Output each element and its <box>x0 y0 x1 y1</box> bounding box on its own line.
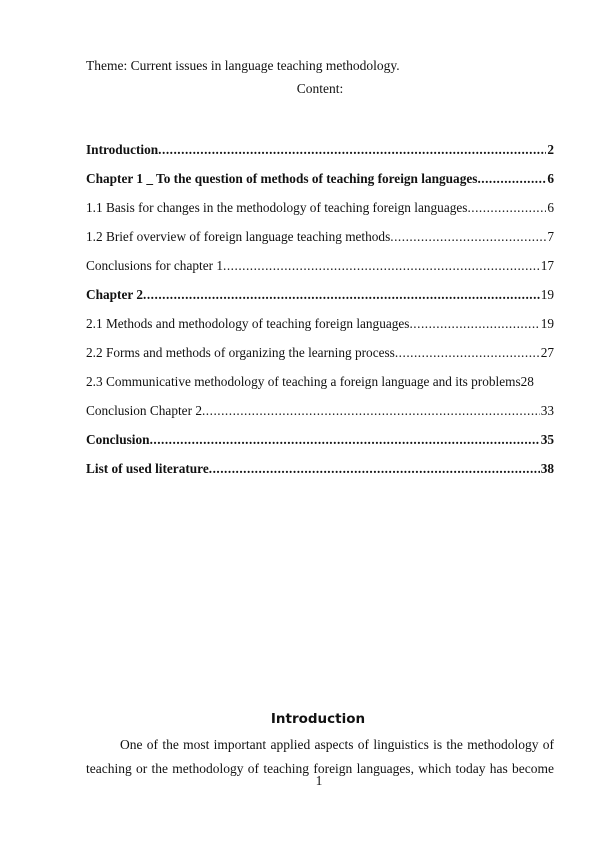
toc-entry-page: 27 <box>540 345 554 360</box>
toc-entry-title: Conclusion <box>86 432 150 447</box>
toc-entry-page: 2 <box>547 142 554 157</box>
toc-entry-title: Chapter 2 <box>86 287 144 302</box>
toc-entry-page: 17 <box>540 258 554 273</box>
toc-entry[interactable] <box>86 141 554 170</box>
toc-entry-page: 38 <box>540 461 554 476</box>
toc-entry[interactable] <box>86 257 554 286</box>
toc-entry-title: 2.3 Communicative methodology of teaching a foreign language and its problems <box>86 374 521 389</box>
toc-entry-page: 19 <box>540 287 554 302</box>
toc-dot-leader <box>202 402 540 420</box>
toc-entry-title: List of used literature <box>86 461 209 476</box>
toc-entry[interactable] <box>86 170 554 199</box>
toc-entry[interactable] <box>86 344 554 373</box>
paragraph-line: teaching or the methodology of teaching foreign languages, which today has become <box>86 761 554 776</box>
toc-dot-leader <box>143 286 540 304</box>
toc-dot-leader <box>409 315 539 333</box>
toc-entry[interactable] <box>86 228 554 257</box>
toc-dot-leader <box>467 199 546 217</box>
toc-entry-title: Conclusion Chapter 2 <box>86 403 202 418</box>
toc-entry-page: 6 <box>547 171 554 186</box>
toc-dot-leader <box>395 344 540 362</box>
toc-entry-title: Conclusions for chapter 1 <box>86 258 224 273</box>
toc-entry-title: 2.2 Forms and methods of organizing the learning process <box>86 345 395 360</box>
introduction-heading: Introduction <box>270 711 366 727</box>
toc-entry-title: Introduction <box>86 142 159 157</box>
toc-entry-page: 35 <box>540 432 554 447</box>
toc-dot-leader <box>158 141 546 159</box>
toc-dot-leader <box>390 228 546 246</box>
toc-entry[interactable] <box>86 431 554 460</box>
paragraph-line: One of the most important applied aspects of linguistics is the methodology of <box>120 737 554 752</box>
toc-dot-leader <box>223 257 540 275</box>
toc-dot-leader <box>209 460 540 478</box>
toc-dot-leader <box>477 170 546 188</box>
toc-entry-page: 7 <box>547 229 554 244</box>
toc-entry-title: 1.2 Brief overview of foreign language teaching methods <box>86 229 391 244</box>
contents-heading: Content: <box>296 81 344 96</box>
toc-entry-page: 19 <box>540 316 554 331</box>
toc-entry[interactable] <box>86 460 554 489</box>
toc-entry-page: 28 <box>520 374 534 389</box>
toc-entry-title: Chapter 1 _ To the question of methods of teaching foreign languages <box>86 171 478 186</box>
toc-entry[interactable] <box>86 286 554 315</box>
toc-dot-leader <box>150 431 540 449</box>
toc-entry-title: 1.1 Basis for changes in the methodology of teaching foreign languages <box>86 200 468 215</box>
toc-entry-page: 6 <box>547 200 554 215</box>
toc-entry-page: 33 <box>540 403 554 418</box>
toc-entry[interactable] <box>86 315 554 344</box>
document-theme: Theme: Current issues in language teaching methodology. <box>86 58 400 73</box>
table-of-contents <box>86 141 554 489</box>
toc-entry-title: 2.1 Methods and methodology of teaching foreign languages <box>86 316 410 331</box>
toc-entry[interactable] <box>86 373 554 402</box>
page-number: 1 <box>315 773 323 788</box>
toc-entry[interactable] <box>86 199 554 228</box>
toc-entry[interactable] <box>86 402 554 431</box>
